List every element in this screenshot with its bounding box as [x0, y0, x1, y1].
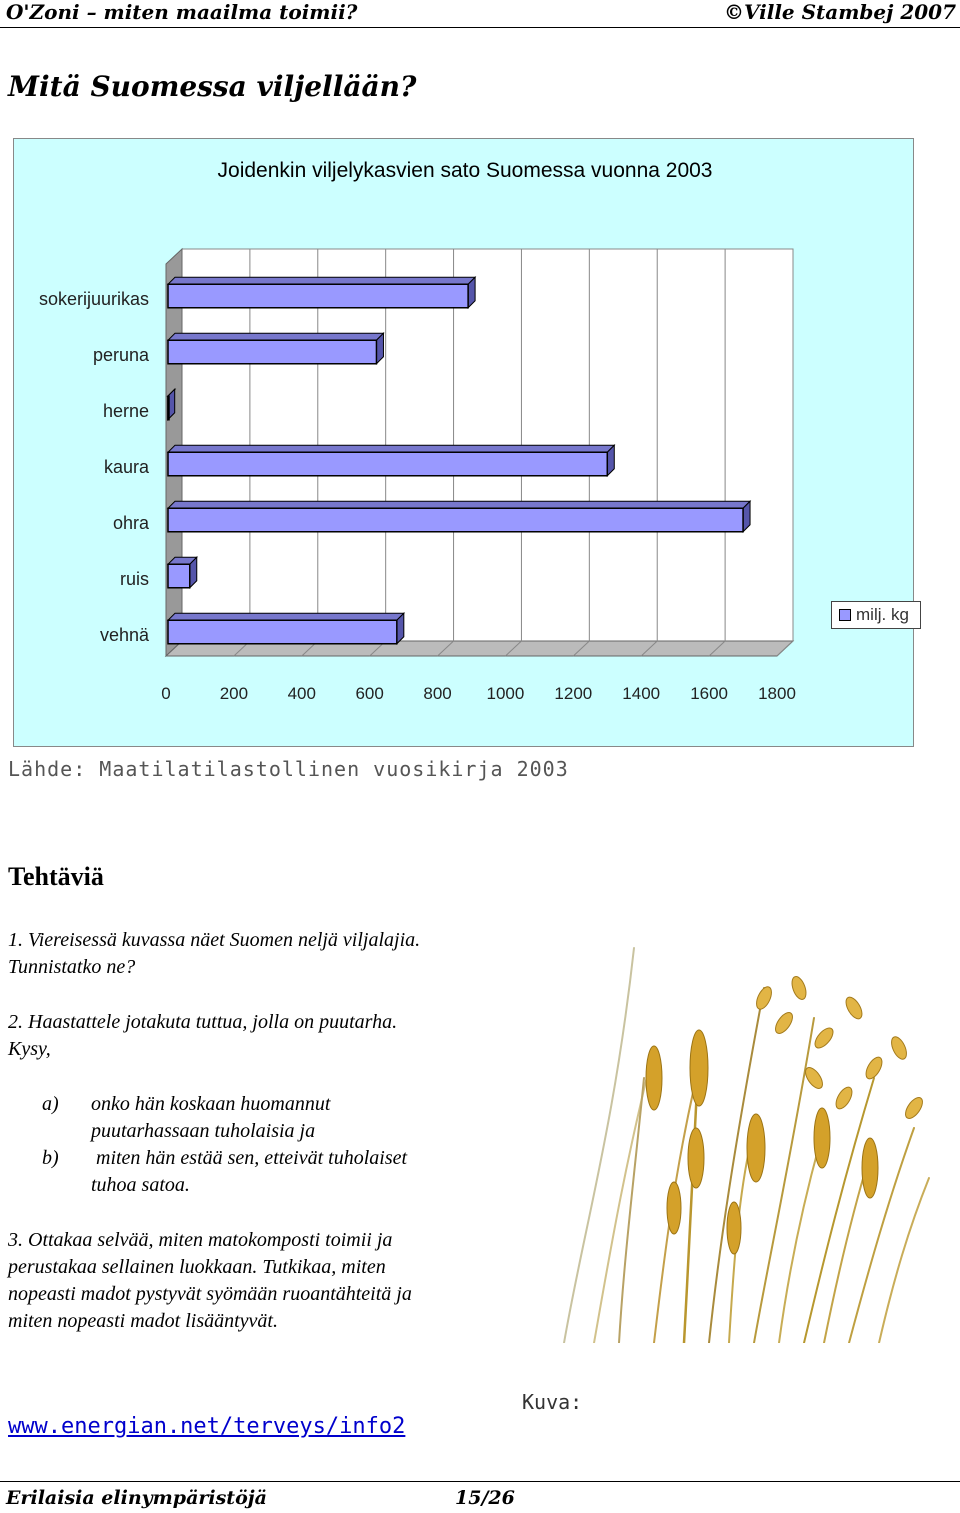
- x-tick-label: 1400: [622, 684, 661, 703]
- bar: [168, 564, 190, 588]
- footer-title: Erilaisia elinympäristöjä: [6, 1487, 267, 1509]
- bar-chart: [13, 138, 914, 747]
- task-2b-line-1: miten hän estää sen, etteivät tuholaiset: [96, 1147, 408, 1169]
- bar: [168, 284, 468, 308]
- chart-canvas: [14, 139, 915, 748]
- x-tick-label: 200: [219, 684, 249, 703]
- x-tick-label: 1600: [690, 684, 729, 703]
- chart-title: Joidenkin viljelykasvien sato Suomessa vuonna 2003: [217, 159, 713, 182]
- task-3-line-4: miten nopeasti madot lisääntyvät.: [8, 1310, 278, 1332]
- y-category-label: herne: [102, 401, 149, 421]
- task-2-line-2: Kysy,: [8, 1038, 51, 1060]
- task-2a-marker: a): [42, 1093, 59, 1115]
- y-category-label: sokerijuurikas: [38, 289, 149, 309]
- image-credit-label: Kuva:: [522, 1390, 583, 1414]
- x-tick-label: 0: [161, 684, 171, 703]
- grain-photo: [524, 928, 939, 1343]
- task-3-line-1: 3. Ottakaa selvää, miten matokomposti toimii ja: [8, 1229, 393, 1251]
- task-3-line-2: perustakaa sellainen luokkaan. Tutkikaa, miten: [8, 1256, 386, 1278]
- x-tick-label: 1000: [486, 684, 525, 703]
- x-tick-label: 1200: [554, 684, 593, 703]
- bar: [168, 396, 169, 420]
- legend-label: milj. kg: [856, 605, 909, 624]
- bar-top-face: [168, 277, 475, 284]
- y-category-label: ohra: [112, 513, 149, 533]
- bar: [168, 340, 376, 364]
- y-category-label: peruna: [92, 345, 149, 365]
- x-tick-label: 800: [423, 684, 452, 703]
- bar-top-face: [168, 445, 614, 452]
- x-tick-label: 400: [287, 684, 316, 703]
- y-category-label: vehnä: [99, 625, 149, 645]
- bar-top-face: [168, 501, 750, 508]
- chart-legend: [831, 601, 921, 629]
- task-2b-line-2: tuhoa satoa.: [91, 1174, 190, 1196]
- bar: [168, 508, 743, 532]
- task-1-line-2: Tunnistatko ne?: [8, 956, 136, 978]
- chart-source: Lähde: Maatilatilastollinen vuosikirja 2003: [8, 757, 569, 781]
- bar: [168, 620, 397, 644]
- bar-top-face: [168, 333, 383, 340]
- task-3-line-3: nopeasti madot pystyvät syömään ruoantähteitä ja: [8, 1283, 412, 1305]
- task-2a-line-2: puutarhassaan tuholaisia ja: [91, 1120, 316, 1142]
- task-2-line-1: 2. Haastattele jotakuta tuttua, jolla on puutarha.: [8, 1011, 398, 1033]
- x-tick-label: 600: [355, 684, 384, 703]
- header-divider: [0, 27, 960, 28]
- header-copyright: ©Ville Stambej 2007: [723, 0, 956, 24]
- task-2a-line-1: onko hän koskaan huomannut: [91, 1093, 331, 1115]
- task-1-line-1: 1. Viereisessä kuvassa näet Suomen neljä viljalajia.: [8, 929, 421, 951]
- x-tick-label: 1800: [758, 684, 796, 703]
- y-category-label: kaura: [103, 457, 149, 477]
- image-credit-link[interactable]: www.energian.net/terveys/info2: [8, 1414, 406, 1439]
- bar: [168, 452, 607, 476]
- footer-divider: [0, 1481, 960, 1482]
- tasks-heading: Tehtäviä: [8, 862, 104, 891]
- page-heading: Mitä Suomessa viljellään?: [8, 70, 417, 103]
- header-title: O'Zoni – miten maailma toimii?: [6, 0, 358, 24]
- bar-top-face: [168, 613, 404, 620]
- y-category-label: ruis: [119, 569, 149, 589]
- footer-page-number: 15/26: [455, 1487, 515, 1509]
- task-2b-marker: b): [42, 1147, 59, 1169]
- legend-swatch: [839, 609, 851, 621]
- grain-stalks-illustration: [524, 928, 939, 1343]
